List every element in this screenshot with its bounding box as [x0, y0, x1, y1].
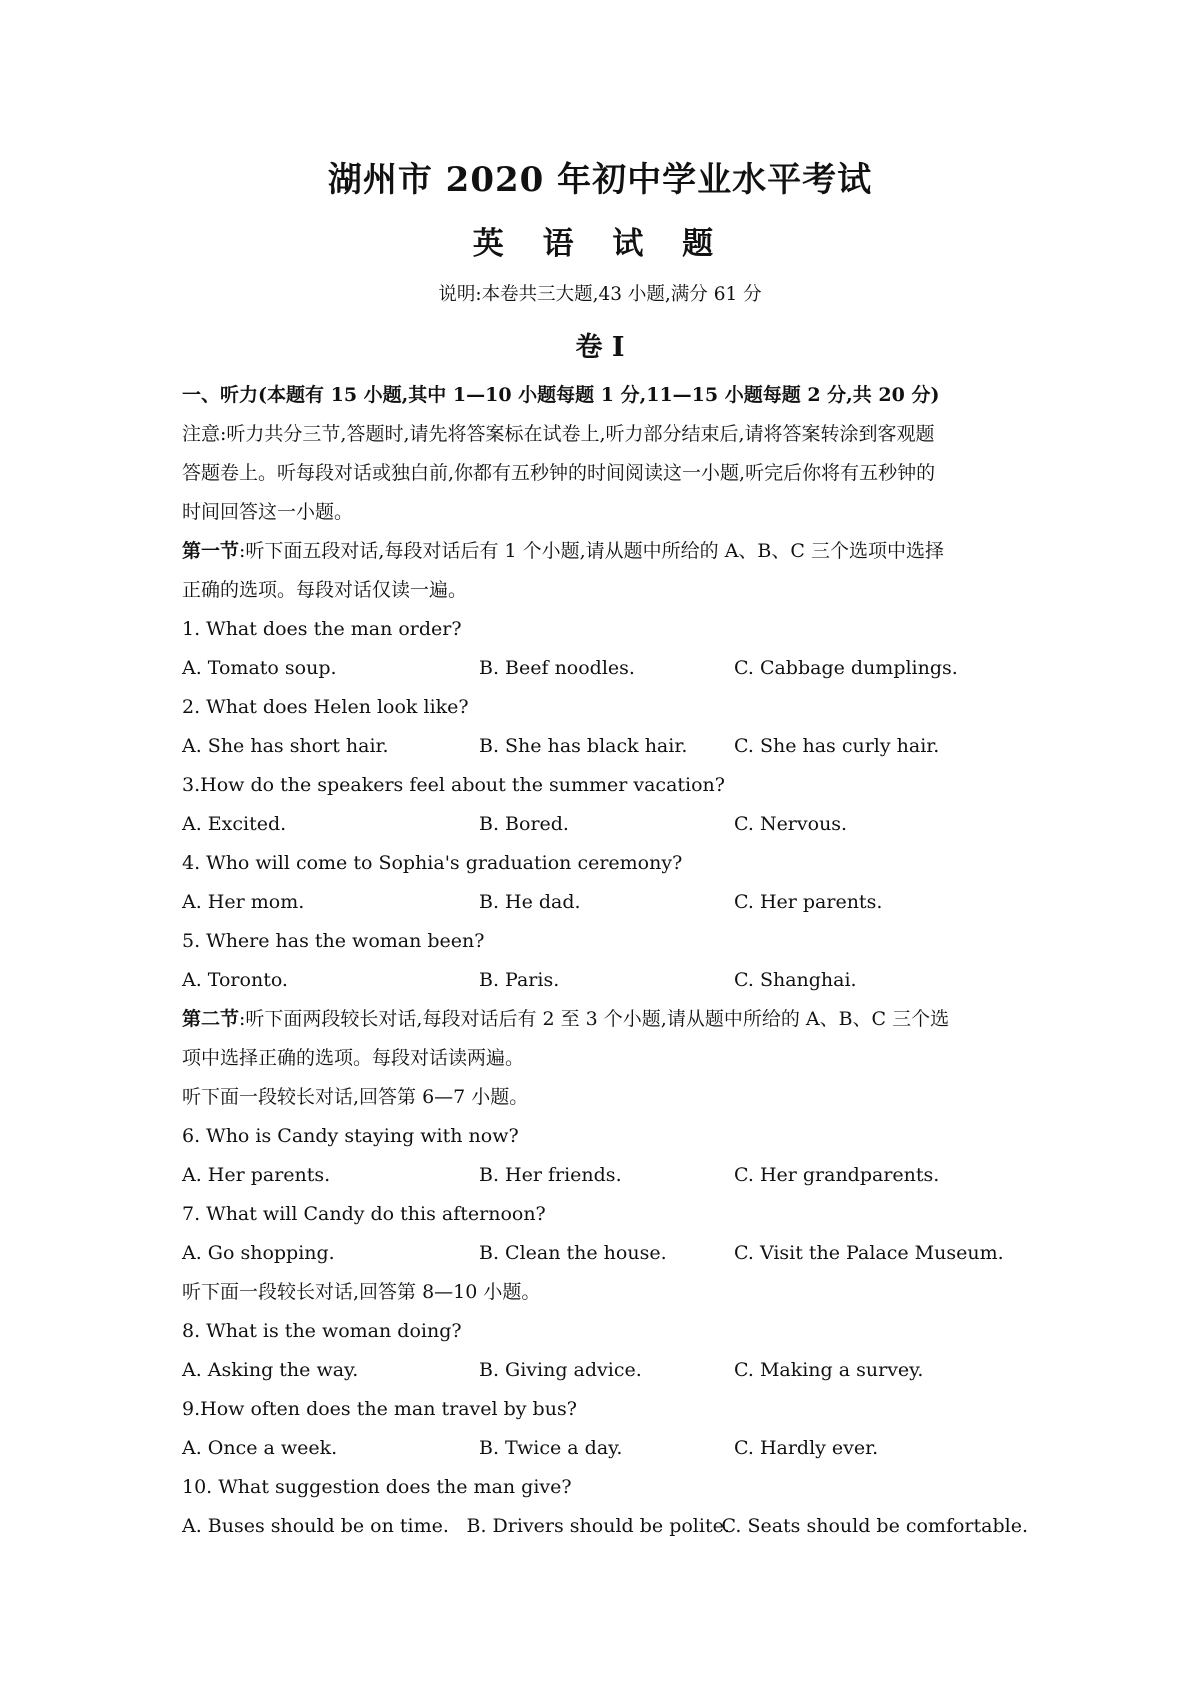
option-b: B. Twice a day. — [479, 1437, 623, 1459]
question-group-c — [182, 1312, 1028, 1546]
notice-line: 时间回答这一小题。 — [182, 501, 354, 523]
part1-heading: 一、听力(本题有 15 小题,其中 1—10 小题每题 1 分,11—15 小题每题 2 分,共 20 分) — [182, 384, 940, 406]
option-a: A. Her mom. — [182, 891, 305, 913]
section2-instruction — [182, 1000, 1028, 1039]
section2-instruction-cont: 项中选择正确的选项。每段对话读两遍。 — [182, 1047, 525, 1069]
option-c: C. Nervous. — [734, 813, 848, 835]
option-a: A. Go shopping. — [182, 1242, 335, 1264]
section1-instruction — [182, 532, 1028, 571]
exam-note: 说明:本卷共三大题,43 小题,满分 61 分 — [438, 284, 762, 305]
option-a: A. Excited. — [182, 813, 287, 835]
answer-options — [182, 1351, 1028, 1390]
answer-options — [182, 961, 1028, 1000]
page-title: 湖州市 2020 年初中学业水平考试 — [327, 160, 873, 200]
section2-text: :听下面两段较长对话,每段对话后有 2 至 3 个小题,请从题中所给的 A、B、C 三个选 — [239, 1008, 950, 1030]
page-subtitle: 英 语 试 题 — [472, 226, 728, 262]
option-a: A. Tomato soup. — [182, 657, 337, 679]
question-stem: 2. What does Helen look like? — [182, 696, 469, 718]
exam-content — [182, 376, 1028, 1546]
option-c: C. Seats should be comfortable. — [721, 1515, 1028, 1537]
option-c: C. Making a survey. — [734, 1359, 924, 1381]
option-c: C. Her parents. — [734, 891, 883, 913]
section1-label: 第一节 — [182, 540, 240, 562]
option-c: C. She has curly hair. — [734, 735, 940, 757]
question-group-a — [182, 610, 1028, 1000]
option-b: B. He dad. — [479, 891, 581, 913]
option-a: A. Her parents. — [182, 1164, 331, 1186]
option-c: C. Hardly ever. — [734, 1437, 879, 1459]
section2-label: 第二节 — [182, 1008, 240, 1030]
option-c: C. Her grandparents. — [734, 1164, 940, 1186]
notice-line: 答题卷上。听每段对话或独白前,你都有五秒钟的时间阅读这一小题,听完后你将有五秒钟的 — [182, 462, 936, 484]
option-a: A. She has short hair. — [182, 735, 389, 757]
option-b: B. Clean the house. — [479, 1242, 667, 1264]
dialog1-intro: 听下面一段较长对话,回答第 6—7 小题。 — [182, 1086, 529, 1108]
option-c: C. Visit the Palace Museum. — [734, 1242, 1004, 1264]
question-group-b — [182, 1117, 1028, 1273]
question-stem: 1. What does the man order? — [182, 618, 462, 640]
question-stem: 10. What suggestion does the man give? — [182, 1476, 572, 1498]
option-b: B. Beef noodles. — [479, 657, 635, 679]
answer-options — [182, 1507, 1028, 1546]
question-stem: 9.How often does the man travel by bus? — [182, 1398, 577, 1420]
option-c: C. Cabbage dumplings. — [734, 657, 958, 679]
section1-instruction-cont: 正确的选项。每段对话仅读一遍。 — [182, 579, 468, 601]
question-stem: 4. Who will come to Sophia's graduation ceremony? — [182, 852, 683, 874]
notice-line: 注意:听力共分三节,答题时,请先将答案标在试卷上,听力部分结束后,请将答案转涂到客观题 — [182, 423, 935, 445]
answer-options — [182, 1429, 1028, 1468]
answer-options — [182, 727, 1028, 766]
question-stem: 7. What will Candy do this afternoon? — [182, 1203, 546, 1225]
option-a: A. Asking the way. — [182, 1359, 359, 1381]
option-b: B. She has black hair. — [479, 735, 688, 757]
option-a: A. Once a week. — [182, 1437, 338, 1459]
answer-options — [182, 1156, 1028, 1195]
question-stem: 3.How do the speakers feel about the summer vacation? — [182, 774, 725, 796]
answer-options — [182, 883, 1028, 922]
option-b: B. Drivers should be polite. — [466, 1515, 730, 1537]
answer-options — [182, 649, 1028, 688]
answer-options — [182, 805, 1028, 844]
dialog2-intro: 听下面一段较长对话,回答第 8—10 小题。 — [182, 1281, 541, 1303]
option-b: B. Paris. — [479, 969, 560, 991]
option-b: B. Her friends. — [479, 1164, 622, 1186]
question-stem: 6. Who is Candy staying with now? — [182, 1125, 519, 1147]
section1-text: :听下面五段对话,每段对话后有 1 个小题,请从题中所给的 A、B、C 三个选项中选择 — [239, 540, 944, 562]
question-stem: 5. Where has the woman been? — [182, 930, 485, 952]
option-b: B. Giving advice. — [479, 1359, 642, 1381]
question-stem: 8. What is the woman doing? — [182, 1320, 462, 1342]
volume-heading: 卷 I — [575, 332, 625, 363]
option-c: C. Shanghai. — [734, 969, 857, 991]
option-a: A. Toronto. — [182, 969, 288, 991]
option-b: B. Bored. — [479, 813, 569, 835]
option-a: A. Buses should be on time. — [182, 1515, 449, 1537]
answer-options — [182, 1234, 1028, 1273]
